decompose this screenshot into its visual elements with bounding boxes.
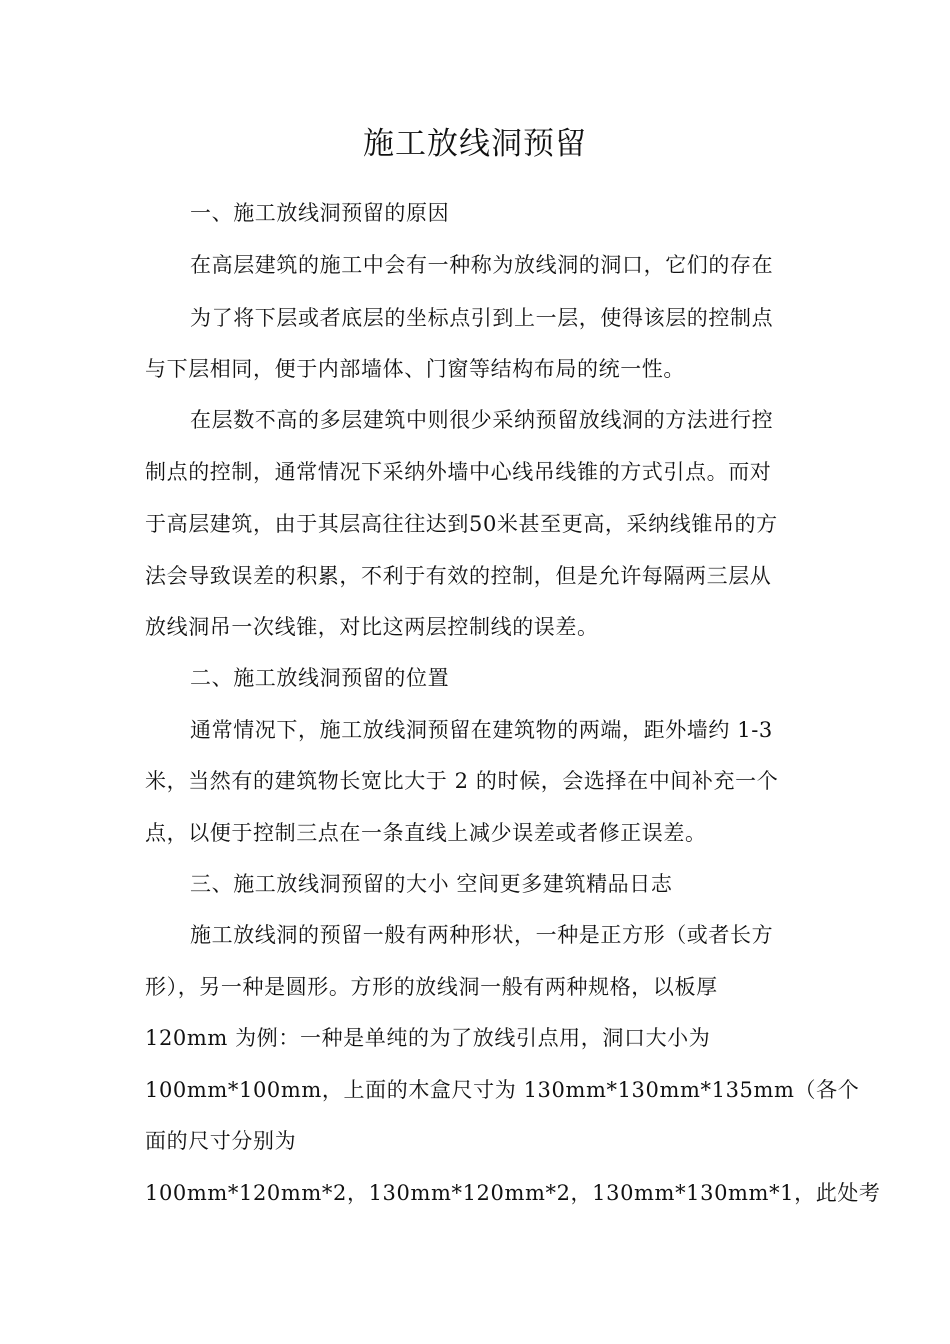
paragraph-line: 通常情况下，施工放线洞预留在建筑物的两端，距外墙约 1-3 <box>190 718 773 742</box>
paragraph-line: 施工放线洞的预留一般有两种形状，一种是正方形（或者长方 <box>190 923 774 947</box>
paragraph-line: 法会导致误差的积累，不利于有效的控制，但是允许每隔两三层从 <box>145 564 772 588</box>
paragraph-line: 放线洞吊一次线锥，对比这两层控制线的误差。 <box>145 615 599 639</box>
paragraph-line: 制点的控制，通常情况下采纳外墙中心线吊线锥的方式引点。而对 <box>145 460 772 484</box>
paragraph-line: 在层数不高的多层建筑中则很少采纳预留放线洞的方法进行控 <box>190 408 774 432</box>
section-heading-3: 三、施工放线洞预留的大小 空间更多建筑精品日志 <box>190 872 673 896</box>
paragraph-line: 100mm*100mm，上面的木盒尺寸为 130mm*130mm*135mm（各个 <box>145 1078 860 1102</box>
paragraph-line: 点，以便于控制三点在一条直线上减少误差或者修正误差。 <box>145 821 707 845</box>
document-title: 施工放线洞预留 <box>363 126 587 162</box>
paragraph-line: 在高层建筑的施工中会有一种称为放线洞的洞口，它们的存在 <box>190 253 774 277</box>
paragraph-line: 100mm*120mm*2，130mm*120mm*2，130mm*130mm*1，此处考 <box>145 1181 881 1205</box>
paragraph-line: 与下层相同，便于内部墙体、门窗等结构布局的统一性。 <box>145 357 685 381</box>
paragraph-line: 形），另一种是圆形。方形的放线洞一般有两种规格，以板厚 <box>145 975 718 999</box>
paragraph-line: 120mm 为例：一种是单纯的为了放线引点用，洞口大小为 <box>145 1026 711 1050</box>
section-heading-2: 二、施工放线洞预留的位置 <box>190 666 450 690</box>
paragraph-line: 为了将下层或者底层的坐标点引到上一层，使得该层的控制点 <box>190 306 774 330</box>
paragraph-line: 于高层建筑，由于其层高往往达到50米甚至更高，采纳线锥吊的方 <box>145 512 778 536</box>
paragraph-line: 面的尺寸分别为 <box>145 1129 297 1153</box>
section-heading-1: 一、施工放线洞预留的原因 <box>190 201 450 225</box>
paragraph-line: 米，当然有的建筑物长宽比大于 2 的时候，会选择在中间补充一个 <box>145 769 779 793</box>
